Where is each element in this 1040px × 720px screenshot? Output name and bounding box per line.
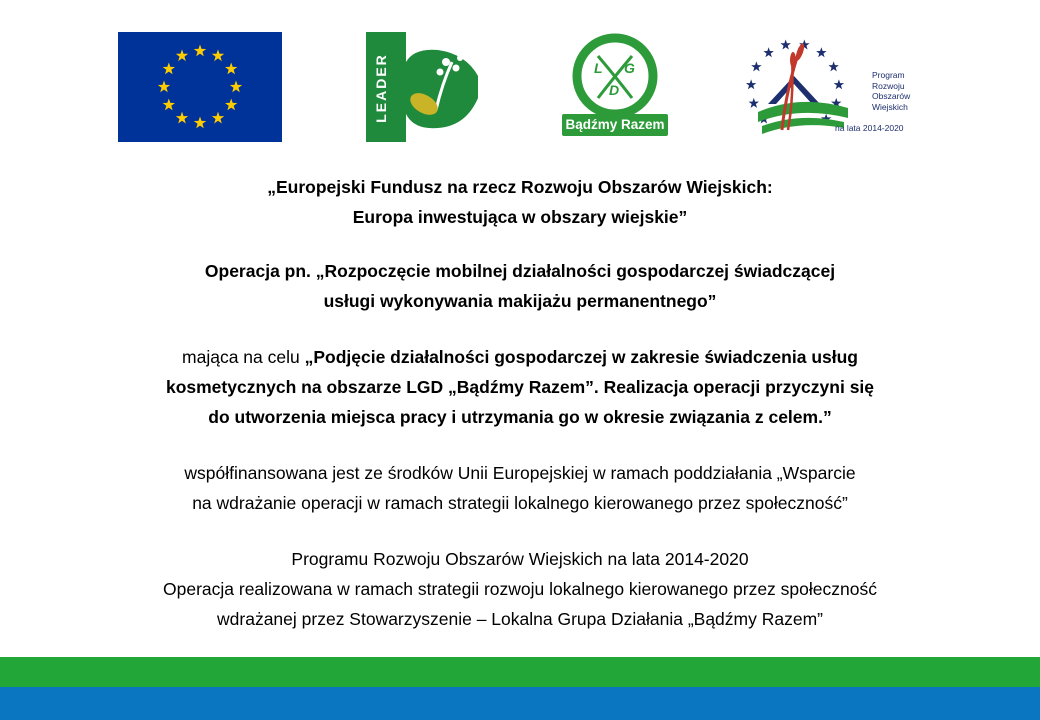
prow-star-icon <box>763 47 773 57</box>
operation-title-line-2: usługi wykonywania makijażu permanentnego” <box>323 291 717 311</box>
logo-bar <box>0 0 1040 150</box>
leader-logo <box>366 32 478 142</box>
operation-goal-line-2: kosmetycznych na obszarze LGD „Bądźmy Razem”. Realizacja operacji przyczyni się <box>165 377 875 397</box>
prow-logo <box>740 30 920 140</box>
footer-stripe-blue <box>0 687 1040 720</box>
eu-flag-icon <box>118 32 282 142</box>
operation-title <box>40 256 1000 316</box>
cofinancing-text <box>40 458 1000 518</box>
prow-star-icon <box>828 61 838 71</box>
prow-star-icon <box>751 61 761 71</box>
lgd-logo <box>558 28 672 142</box>
leader-text: LEADER <box>373 53 389 123</box>
operation-goal-line-1 <box>40 342 1000 372</box>
program-line-1: Programu Rozwoju Obszarów Wiejskich na lata 2014-2020 <box>291 549 749 569</box>
prow-star-icon <box>749 98 759 108</box>
prow-name <box>872 70 910 112</box>
lgd-letter-g: G <box>624 60 635 76</box>
prow-line-4: Wiejskich <box>872 101 908 112</box>
operation-goal-line-3: do utworzenia miejsca pracy i utrzymania go w okresie związania z celem.” <box>208 407 832 427</box>
fund-heading-line-1: „Europejski Fundusz na rzecz Rozwoju Obszarów Wiejskich: <box>267 177 773 197</box>
lgd-name-label: Bądźmy Razem <box>562 114 668 136</box>
eu-flag-logo <box>118 32 282 142</box>
lgd-letter-l: L <box>594 60 603 76</box>
fund-heading-line-2: Europa inwestująca w obszary wiejskie” <box>352 207 688 227</box>
program-line-3: wdrażanej przez Stowarzyszenie – Lokalna Grupa Działania „Bądźmy Razem” <box>217 609 823 629</box>
prow-star-icon <box>780 40 790 50</box>
prow-years: na lata 2014-2020 <box>835 123 904 133</box>
cofinancing-line-1: współfinansowana jest ze środków Unii Europejskiej w ramach poddziałania „Wsparcie <box>184 463 856 483</box>
goal-prefix: mająca na celu <box>182 347 305 367</box>
footer-stripe-green <box>0 657 1040 687</box>
prow-star-icon <box>746 79 756 89</box>
prow-line-2: Rozwoju <box>872 80 905 91</box>
prow-star-icon <box>816 47 826 57</box>
program-line-2: Operacja realizowana w ramach strategii rozwoju lokalnego kierowanego przez społeczność <box>163 579 877 599</box>
operation-title-line-1: Operacja pn. „Rozpoczęcie mobilnej działalności gospodarczej świadczącej <box>204 261 836 281</box>
operation-goal <box>40 342 1000 432</box>
fund-heading <box>40 172 1000 232</box>
lgd-letter-d: D <box>609 82 620 98</box>
goal-bold: „Podjęcie działalności gospodarczej w zakresie świadczenia usług <box>304 347 858 367</box>
prow-star-icon <box>834 79 844 89</box>
prow-line-3: Obszarów <box>872 91 911 101</box>
cofinancing-line-2: na wdrażanie operacji w ramach strategii lokalnego kierowanego przez społeczność” <box>192 493 848 513</box>
prow-line-1: Program <box>872 70 905 80</box>
program-text <box>40 544 1000 634</box>
